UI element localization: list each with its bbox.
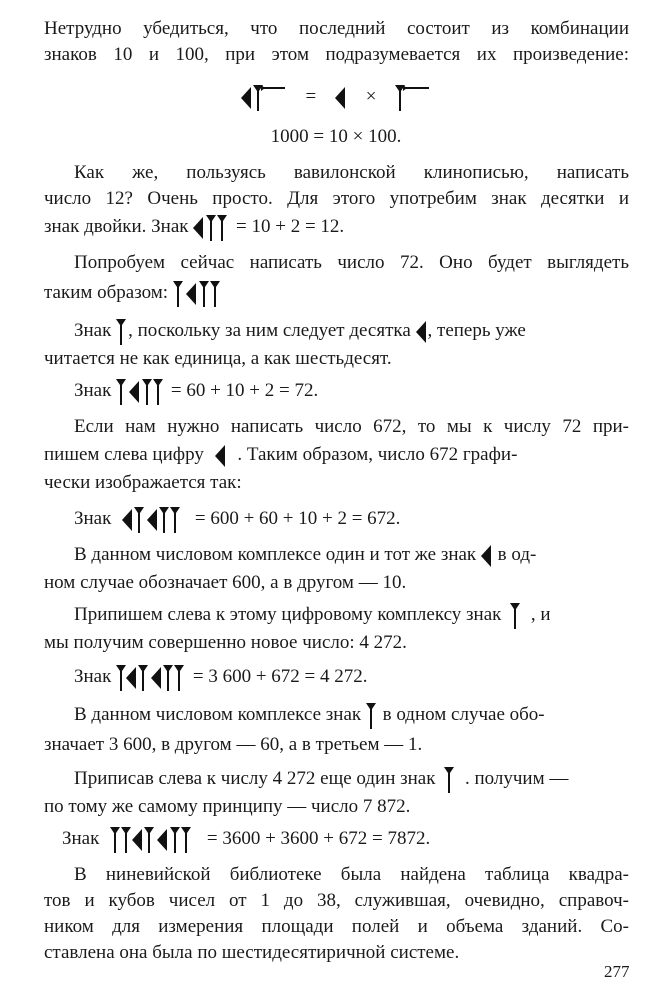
text-line: ником для измерения площади полей и объема зданий. Со- [44,916,629,937]
text-line: Как же, пользуясь вавилонской клинописью, написать [74,162,629,183]
text-line: ставлена она была по шестидесятиричной системе. [44,942,460,963]
text-line: Приписав слева к числу 4 272 еще один знак . получим — [74,766,629,793]
times-sign: × [365,86,377,107]
text-line: Попробуем сейчас написать число 72. Оно будет выглядеть [74,252,629,273]
cuneiform-ten-sign [215,443,227,469]
cuneiform-equation [0,84,672,111]
text-line: значает 3 600, в другом — 60, а в третьем — 1. [44,734,423,755]
text-line: В ниневийской библиотеке была найдена таблица квадра- [74,864,629,885]
text-line: мы получим совершенно новое число: 4 272. [44,632,407,653]
text-line: по тому же самому принципу — число 7 872. [44,796,411,817]
text-line: Нетрудно убедиться, что последний состоит из комбинации [44,18,629,39]
text-line: Если нам нужно написать число 672, то мы к числу 72 при- [74,416,629,437]
cuneiform-4272 [116,665,188,691]
cuneiform-one-sign [366,703,378,729]
cuneiform-72 [173,281,223,307]
text-line: Знак = 600 + 60 + 10 + 2 = 672. [74,506,629,533]
cuneiform-ten-sign [416,319,428,345]
cuneiform-one-sign [444,767,456,793]
cuneiform-one-sign [116,319,128,345]
cuneiform-1000 [241,85,287,111]
text-line: Знак , поскольку за ним следует десятка , теперь уже [74,318,629,345]
cuneiform-72 [116,379,166,405]
text-line: Знак = 3600 + 3600 + 672 = 7872. [62,826,647,853]
text-line: читается не как единица, а как шестьдесят. [44,348,392,369]
text-line: Припишем слева к этому цифровому комплексу знак , и [74,602,629,629]
text-line: знаков 10 и 100, при этом подразумевается их произведение: [44,44,629,65]
cuneiform-100 [395,85,431,111]
text-line: чески изображается так: [44,472,242,493]
text-line: Знак = 3 600 + 672 = 4 272. [74,664,629,691]
cuneiform-ten-sign [481,543,493,569]
text-line: знак двойки. Знак = 10 + 2 = 12. [44,214,629,241]
text-line: В данном числовом комплексе один и тот же знак в од- [74,542,629,569]
cuneiform-12 [193,215,231,241]
cuneiform-one-sign [510,603,522,629]
text-line: таким образом: [44,280,629,307]
text-line: тов и кубов чисел от 1 до 38, служившая, очевидно, справоч- [44,890,629,911]
text-line: пишем слева цифру . Таким образом, число 672 графи- [44,442,629,469]
equals-sign: = [305,86,317,107]
cuneiform-672 [122,507,184,533]
cuneiform-10 [335,85,347,111]
page-number: 277 [604,962,630,981]
text-line: В данном числовом комплексе знак в одном случае обо- [74,702,629,729]
cuneiform-7872 [110,827,196,853]
text-line: число 12? Очень просто. Для этого употребим знак десятки и [44,188,629,209]
text-line: ном случае обозначает 600, а в другом — 10. [44,572,407,593]
text-line: Знак = 60 + 10 + 2 = 72. [74,378,629,405]
formula-line: 1000 = 10 × 100. [270,126,402,147]
